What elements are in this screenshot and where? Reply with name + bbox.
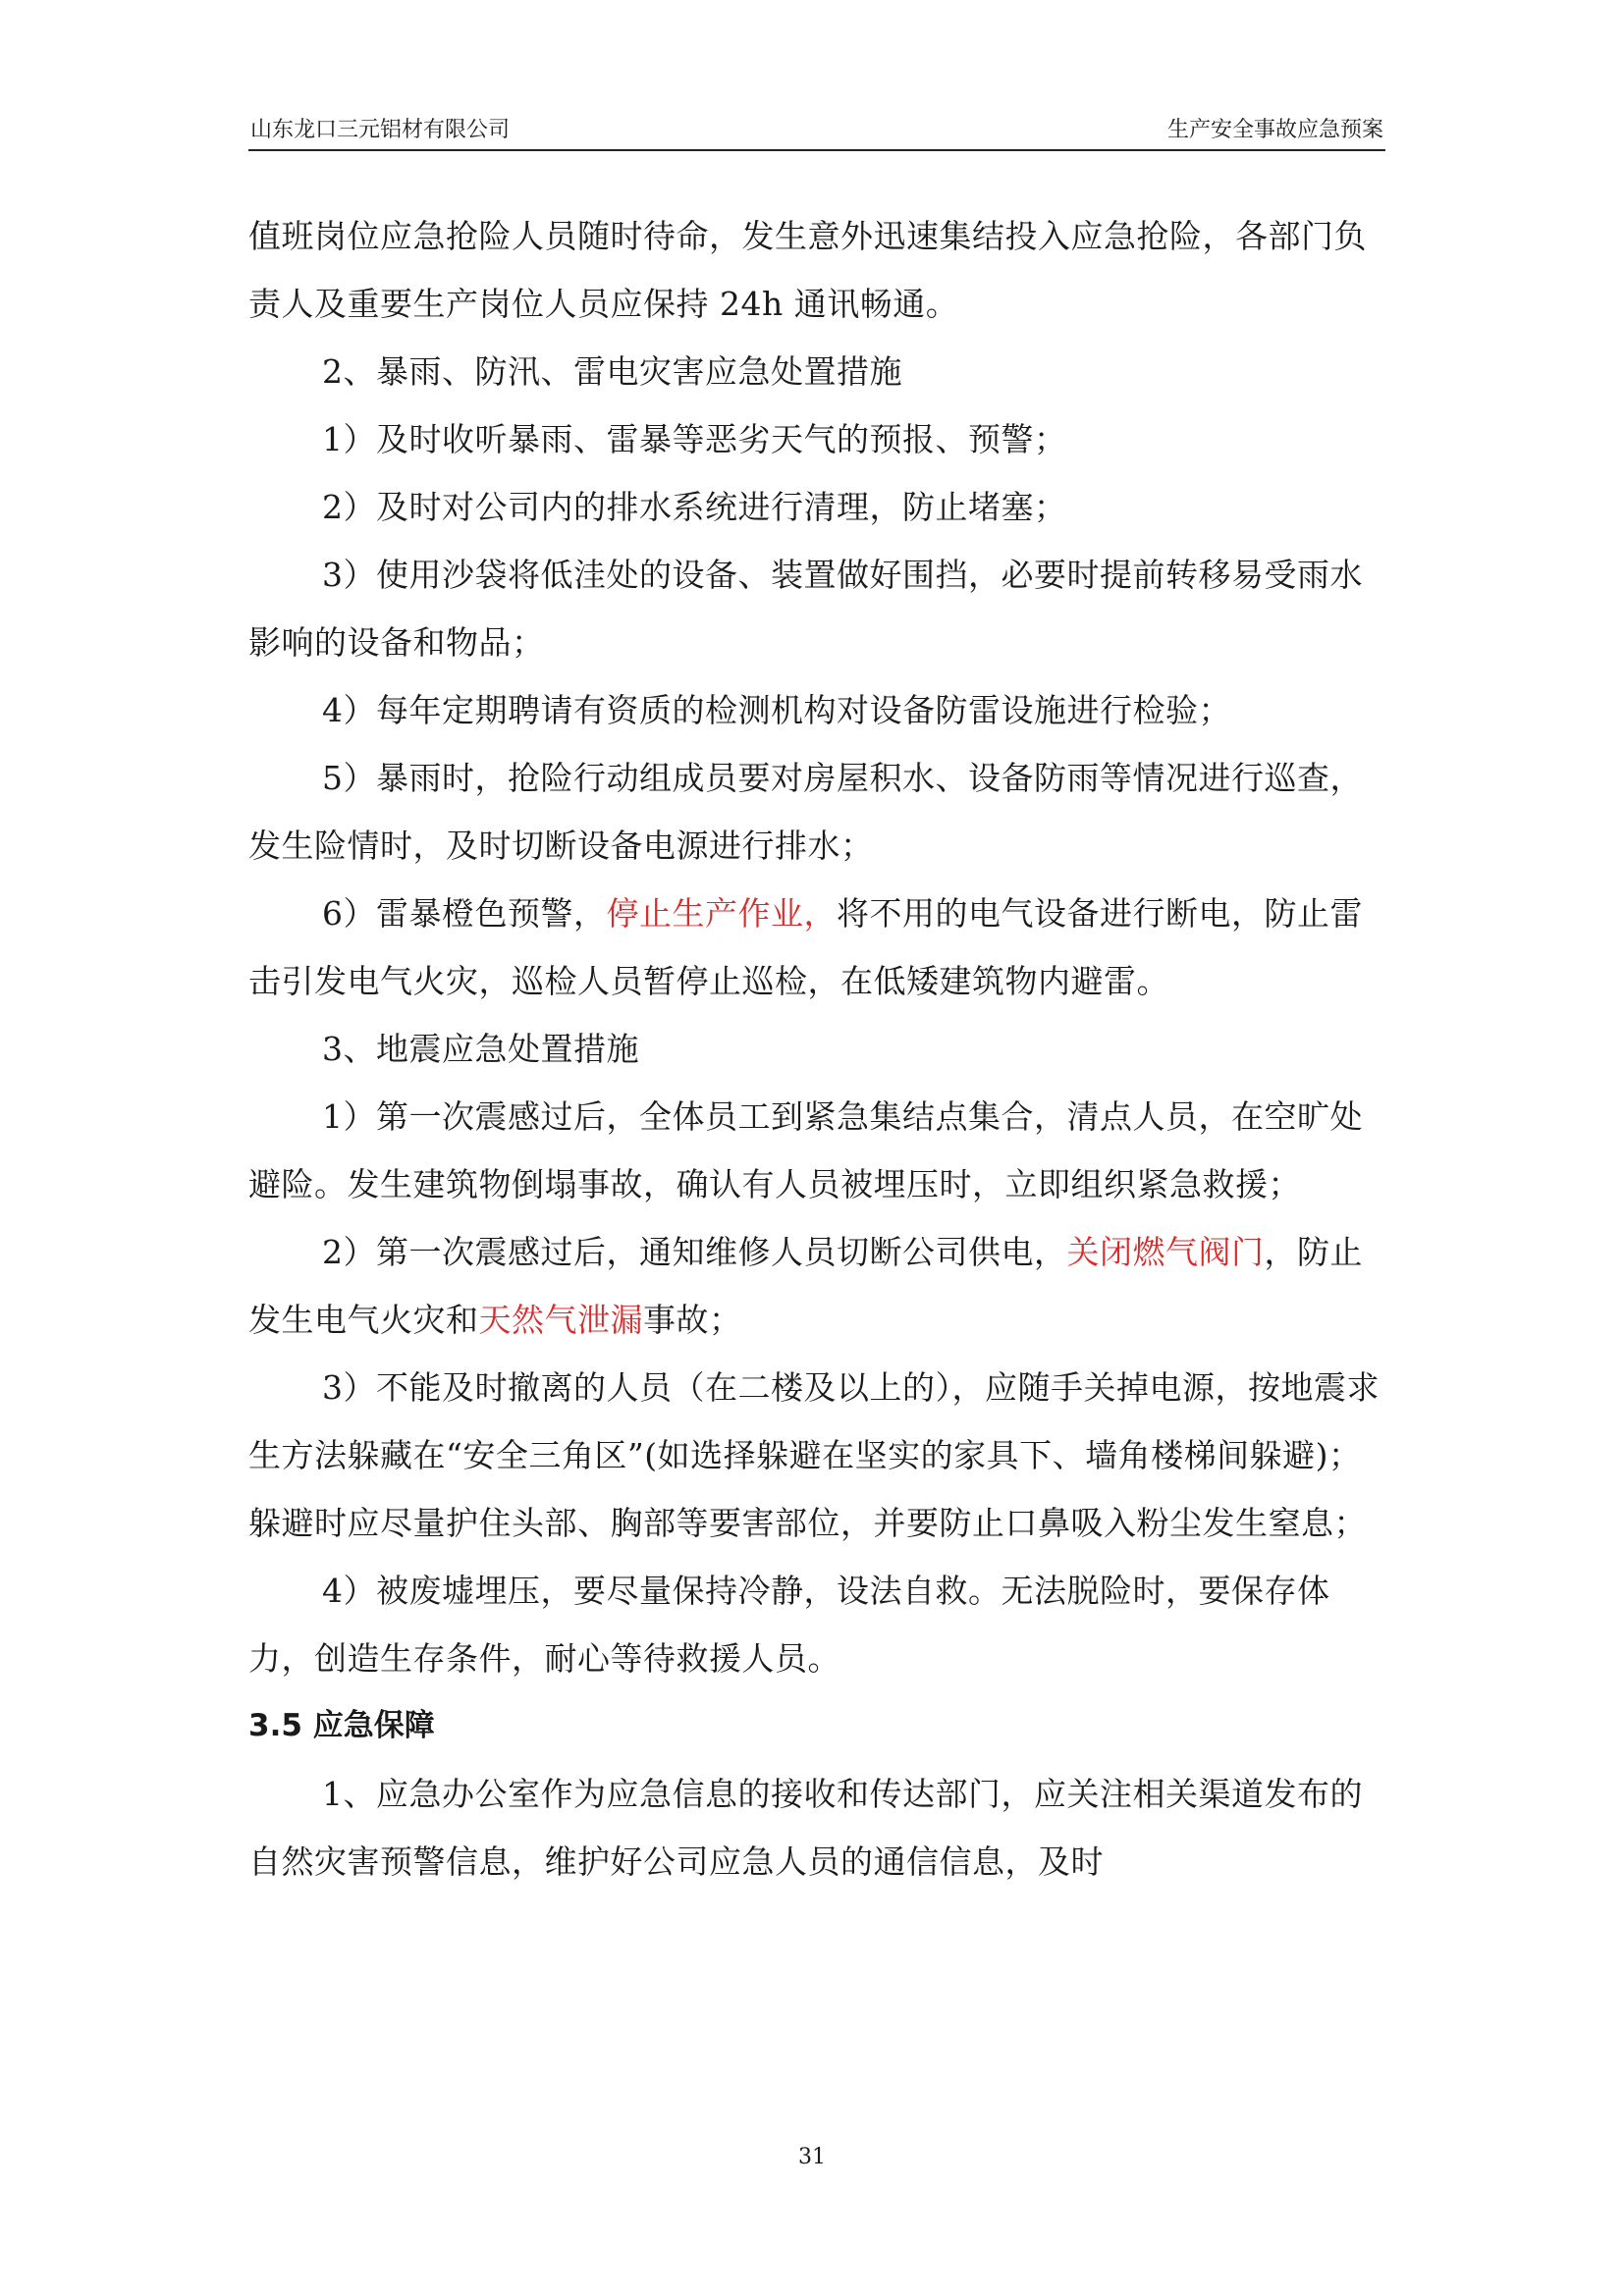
text-segment: 2）第一次震感过后，通知维修人员切断公司供电， xyxy=(322,1233,1067,1271)
list-item: 5）暴雨时，抢险行动组成员要对房屋积水、设备防雨等情况进行巡查，发生险情时，及时切断设备电源进行排水； xyxy=(248,759,1363,865)
header-doc-title: 生产安全事故应急预案 xyxy=(1166,118,1383,142)
section-heading-3-5: 3.5 应急保障 xyxy=(248,1708,435,1743)
page-number: 31 xyxy=(798,2145,826,2169)
section-heading-earthquake: 3、地震应急处置措施 xyxy=(322,1030,639,1068)
text-segment: 事故； xyxy=(643,1301,742,1339)
list-item-shutoff xyxy=(248,1218,1385,1354)
list-item: 4）每年定期聘请有资质的检测机构对设备防雷设施进行检验； xyxy=(322,691,1231,729)
paragraph-continuation: 值班岗位应急抢险人员随时待命，发生意外迅速集结投入应急抢险，各部门负责人及重要生产岗位人员应保持 24h 通讯畅通。 xyxy=(248,217,1367,323)
section-heading-rainstorm: 2、暴雨、防汛、雷电灾害应急处置措施 xyxy=(322,352,902,391)
paragraph: 1、应急办公室作为应急信息的接收和传达部门，应关注相关渠道发布的自然灾害预警信息，维护好公司应急人员的通信信息，及时 xyxy=(248,1775,1363,1881)
text-segment: 将不用的电气设备进行断电，防止雷击引发电气火灾，巡检人员暂停止巡检，在低矮建筑物内避雷。 xyxy=(248,894,1363,1000)
page-body xyxy=(248,202,1385,1896)
text-segment: ，防止发生电气火灾和 xyxy=(248,1233,1363,1339)
highlighted-text: 天然气泄漏 xyxy=(478,1301,643,1339)
list-item: 1）及时收听暴雨、雷暴等恶劣天气的预报、预警； xyxy=(322,420,1067,458)
page-header xyxy=(248,110,1385,151)
text-segment: 6）雷暴橙色预警， xyxy=(322,894,607,933)
list-item: 3）使用沙袋将低洼处的设备、装置做好围挡，必要时提前转移易受雨水影响的设备和物品； xyxy=(248,556,1363,662)
list-item: 2）及时对公司内的排水系统进行清理，防止堵塞； xyxy=(322,488,1067,526)
list-item: 1）第一次震感过后，全体员工到紧急集结点集合，清点人员，在空旷处避险。发生建筑物倒塌事故，确认有人员被埋压时，立即组织紧急救援； xyxy=(248,1097,1363,1203)
list-item: 3）不能及时撤离的人员（在二楼及以上的），应随手关掉电源，按地震求生方法躲藏在“安全三角区”(如选择躲避在坚实的家具下、墙角楼梯间躲避)；躲避时应尽量护住头部、胸部等要害部位，并要防止口鼻吸入粉尘发生窒息； xyxy=(248,1368,1380,1542)
header-company: 山东龙口三元铝材有限公司 xyxy=(250,118,511,142)
list-item: 4）被废墟埋压，要尽量保持冷静，设法自救。无法脱险时，要保存体力，创造生存条件，耐心等待救援人员。 xyxy=(248,1572,1330,1678)
highlighted-text: 关闭燃气阀门 xyxy=(1066,1233,1265,1271)
list-item-thunderstorm xyxy=(248,880,1385,1015)
highlighted-text: 停止生产作业， xyxy=(606,894,837,933)
